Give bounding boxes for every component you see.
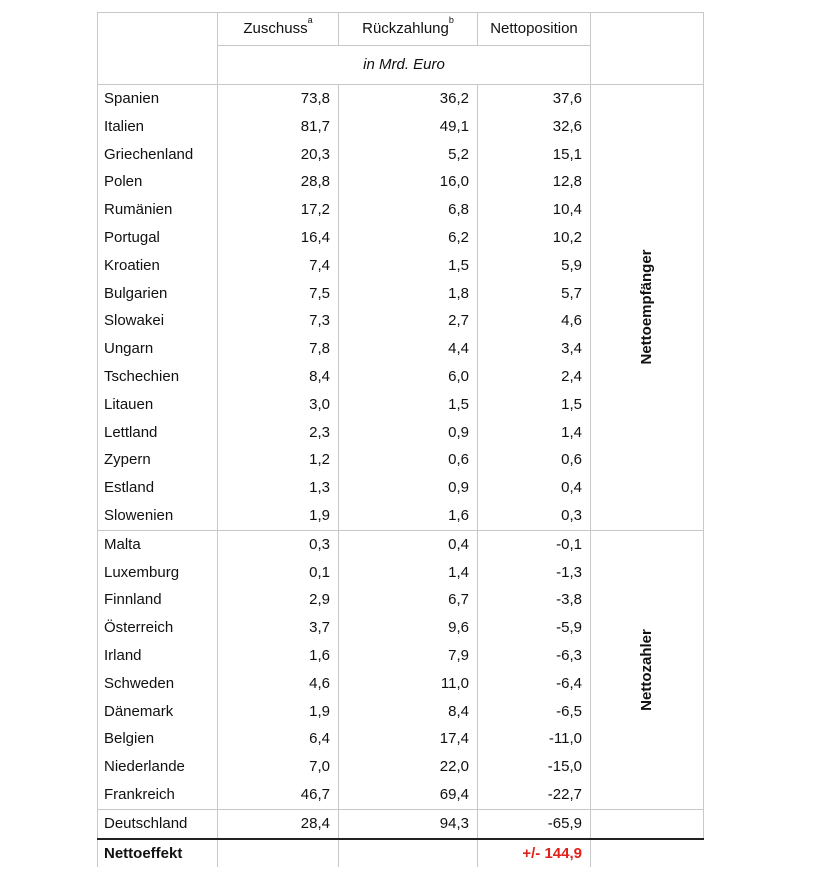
zuschuss-cell: 7,4 xyxy=(218,252,339,280)
total-label: Nettoeffekt xyxy=(98,839,218,868)
country-cell: Schweden xyxy=(98,670,218,698)
nettoposition-cell: 32,6 xyxy=(478,113,591,141)
table-row xyxy=(98,809,704,838)
nettoposition-cell: 10,2 xyxy=(478,224,591,252)
nettoposition-cell: -5,9 xyxy=(478,614,591,642)
country-cell: Zypern xyxy=(98,446,218,474)
nettoposition-cell: 5,9 xyxy=(478,252,591,280)
country-cell: Griechenland xyxy=(98,141,218,169)
unit-empty-cell xyxy=(98,46,218,85)
rueckzahlung-cell: 4,4 xyxy=(339,335,478,363)
zuschuss-cell: 6,4 xyxy=(218,725,339,753)
unit-label: in Mrd. Euro xyxy=(218,46,591,85)
rueckzahlung-cell: 6,8 xyxy=(339,196,478,224)
rueckzahlung-cell: 69,4 xyxy=(339,781,478,809)
nettoposition-cell: -1,3 xyxy=(478,559,591,587)
rueckzahlung-cell: 0,4 xyxy=(339,530,478,558)
rueckzahlung-cell: 7,9 xyxy=(339,642,478,670)
group-payers-label: Nettozahler xyxy=(638,628,656,711)
rueckzahlung-cell: 94,3 xyxy=(339,809,478,838)
rueckzahlung-cell: 8,4 xyxy=(339,698,478,726)
country-cell: Finnland xyxy=(98,586,218,614)
nettoposition-cell: 1,5 xyxy=(478,391,591,419)
nettoposition-cell: 0,3 xyxy=(478,502,591,530)
rueckzahlung-cell: 1,5 xyxy=(339,391,478,419)
zuschuss-cell: 0,3 xyxy=(218,530,339,558)
total-rueck-empty xyxy=(339,839,478,868)
table-row xyxy=(98,530,704,558)
country-cell: Belgien xyxy=(98,725,218,753)
nettoposition-cell: 37,6 xyxy=(478,85,591,113)
country-cell: Spanien xyxy=(98,85,218,113)
country-cell: Luxemburg xyxy=(98,559,218,587)
country-cell: Bulgarien xyxy=(98,280,218,308)
country-cell: Tschechien xyxy=(98,363,218,391)
nettoposition-cell: 5,7 xyxy=(478,280,591,308)
country-cell: Ungarn xyxy=(98,335,218,363)
header-nettoposition: Nettoposition xyxy=(478,13,591,46)
zuschuss-cell: 4,6 xyxy=(218,670,339,698)
zuschuss-cell: 7,5 xyxy=(218,280,339,308)
rueckzahlung-cell: 16,0 xyxy=(339,168,478,196)
header-zuschuss xyxy=(218,13,339,46)
zuschuss-cell: 1,9 xyxy=(218,502,339,530)
table-row xyxy=(98,85,704,113)
rueckzahlung-cell: 1,6 xyxy=(339,502,478,530)
country-cell: Frankreich xyxy=(98,781,218,809)
country-cell: Österreich xyxy=(98,614,218,642)
total-value: +/- 144,9 xyxy=(478,839,591,868)
zuschuss-cell: 2,3 xyxy=(218,419,339,447)
nettoposition-cell: -6,4 xyxy=(478,670,591,698)
nettoposition-cell: 1,4 xyxy=(478,419,591,447)
zuschuss-cell: 20,3 xyxy=(218,141,339,169)
nettoposition-cell: 0,6 xyxy=(478,446,591,474)
rueckzahlung-cell: 6,2 xyxy=(339,224,478,252)
header-empty-cell xyxy=(98,13,218,46)
header-row xyxy=(98,13,704,46)
country-cell: Polen xyxy=(98,168,218,196)
unit-group-cell xyxy=(591,46,704,85)
nettoposition-cell: -15,0 xyxy=(478,753,591,781)
group-payers-cell xyxy=(591,530,704,809)
rueckzahlung-cell: 36,2 xyxy=(339,85,478,113)
zuschuss-cell: 1,3 xyxy=(218,474,339,502)
nettoposition-cell: 12,8 xyxy=(478,168,591,196)
zuschuss-cell: 7,3 xyxy=(218,307,339,335)
header-group-cell xyxy=(591,13,704,46)
rueckzahlung-cell: 17,4 xyxy=(339,725,478,753)
group-recipients-label: Nettoempfänger xyxy=(638,249,656,365)
total-row xyxy=(98,839,704,868)
total-group-empty xyxy=(591,839,704,868)
nettoposition-cell: -11,0 xyxy=(478,725,591,753)
country-cell: Estland xyxy=(98,474,218,502)
country-cell: Dänemark xyxy=(98,698,218,726)
zuschuss-cell: 7,0 xyxy=(218,753,339,781)
rueckzahlung-cell: 1,8 xyxy=(339,280,478,308)
country-cell: Irland xyxy=(98,642,218,670)
zuschuss-cell: 81,7 xyxy=(218,113,339,141)
zuschuss-cell: 8,4 xyxy=(218,363,339,391)
footnote-b: b xyxy=(448,15,454,25)
rueckzahlung-cell: 1,5 xyxy=(339,252,478,280)
rueckzahlung-cell: 49,1 xyxy=(339,113,478,141)
rueckzahlung-cell: 6,0 xyxy=(339,363,478,391)
zuschuss-cell: 2,9 xyxy=(218,586,339,614)
zuschuss-cell: 0,1 xyxy=(218,559,339,587)
rueckzahlung-cell: 11,0 xyxy=(339,670,478,698)
unit-row xyxy=(98,46,704,85)
group-empty-cell xyxy=(591,809,704,838)
net-position-table xyxy=(97,12,704,867)
zuschuss-cell: 7,8 xyxy=(218,335,339,363)
zuschuss-cell: 28,4 xyxy=(218,809,339,838)
zuschuss-cell: 28,8 xyxy=(218,168,339,196)
zuschuss-cell: 1,9 xyxy=(218,698,339,726)
country-cell: Deutschland xyxy=(98,809,218,838)
group-recipients-cell xyxy=(591,85,704,531)
country-cell: Slowakei xyxy=(98,307,218,335)
header-rueckzahlung-label: Rückzahlung xyxy=(362,20,449,37)
country-cell: Niederlande xyxy=(98,753,218,781)
nettoposition-cell: 0,4 xyxy=(478,474,591,502)
rueckzahlung-cell: 0,9 xyxy=(339,419,478,447)
nettoposition-cell: -3,8 xyxy=(478,586,591,614)
zuschuss-cell: 3,0 xyxy=(218,391,339,419)
zuschuss-cell: 17,2 xyxy=(218,196,339,224)
rueckzahlung-cell: 2,7 xyxy=(339,307,478,335)
country-cell: Slowenien xyxy=(98,502,218,530)
country-cell: Malta xyxy=(98,530,218,558)
footnote-a: a xyxy=(307,15,313,25)
country-cell: Italien xyxy=(98,113,218,141)
zuschuss-cell: 16,4 xyxy=(218,224,339,252)
rueckzahlung-cell: 9,6 xyxy=(339,614,478,642)
nettoposition-cell: 2,4 xyxy=(478,363,591,391)
zuschuss-cell: 73,8 xyxy=(218,85,339,113)
header-rueckzahlung xyxy=(339,13,478,46)
nettoposition-cell: 4,6 xyxy=(478,307,591,335)
zuschuss-cell: 1,6 xyxy=(218,642,339,670)
rueckzahlung-cell: 0,6 xyxy=(339,446,478,474)
nettoposition-cell: -6,3 xyxy=(478,642,591,670)
country-cell: Portugal xyxy=(98,224,218,252)
country-cell: Rumänien xyxy=(98,196,218,224)
country-cell: Kroatien xyxy=(98,252,218,280)
nettoposition-cell: 3,4 xyxy=(478,335,591,363)
country-cell: Lettland xyxy=(98,419,218,447)
nettoposition-cell: -22,7 xyxy=(478,781,591,809)
nettoposition-cell: -0,1 xyxy=(478,530,591,558)
total-zuschuss-empty xyxy=(218,839,339,868)
country-cell: Litauen xyxy=(98,391,218,419)
rueckzahlung-cell: 5,2 xyxy=(339,141,478,169)
zuschuss-cell: 46,7 xyxy=(218,781,339,809)
rueckzahlung-cell: 22,0 xyxy=(339,753,478,781)
nettoposition-cell: -6,5 xyxy=(478,698,591,726)
nettoposition-cell: -65,9 xyxy=(478,809,591,838)
rueckzahlung-cell: 0,9 xyxy=(339,474,478,502)
rueckzahlung-cell: 1,4 xyxy=(339,559,478,587)
nettoposition-cell: 10,4 xyxy=(478,196,591,224)
rueckzahlung-cell: 6,7 xyxy=(339,586,478,614)
zuschuss-cell: 1,2 xyxy=(218,446,339,474)
nettoposition-cell: 15,1 xyxy=(478,141,591,169)
zuschuss-cell: 3,7 xyxy=(218,614,339,642)
header-zuschuss-label: Zuschuss xyxy=(243,20,308,37)
